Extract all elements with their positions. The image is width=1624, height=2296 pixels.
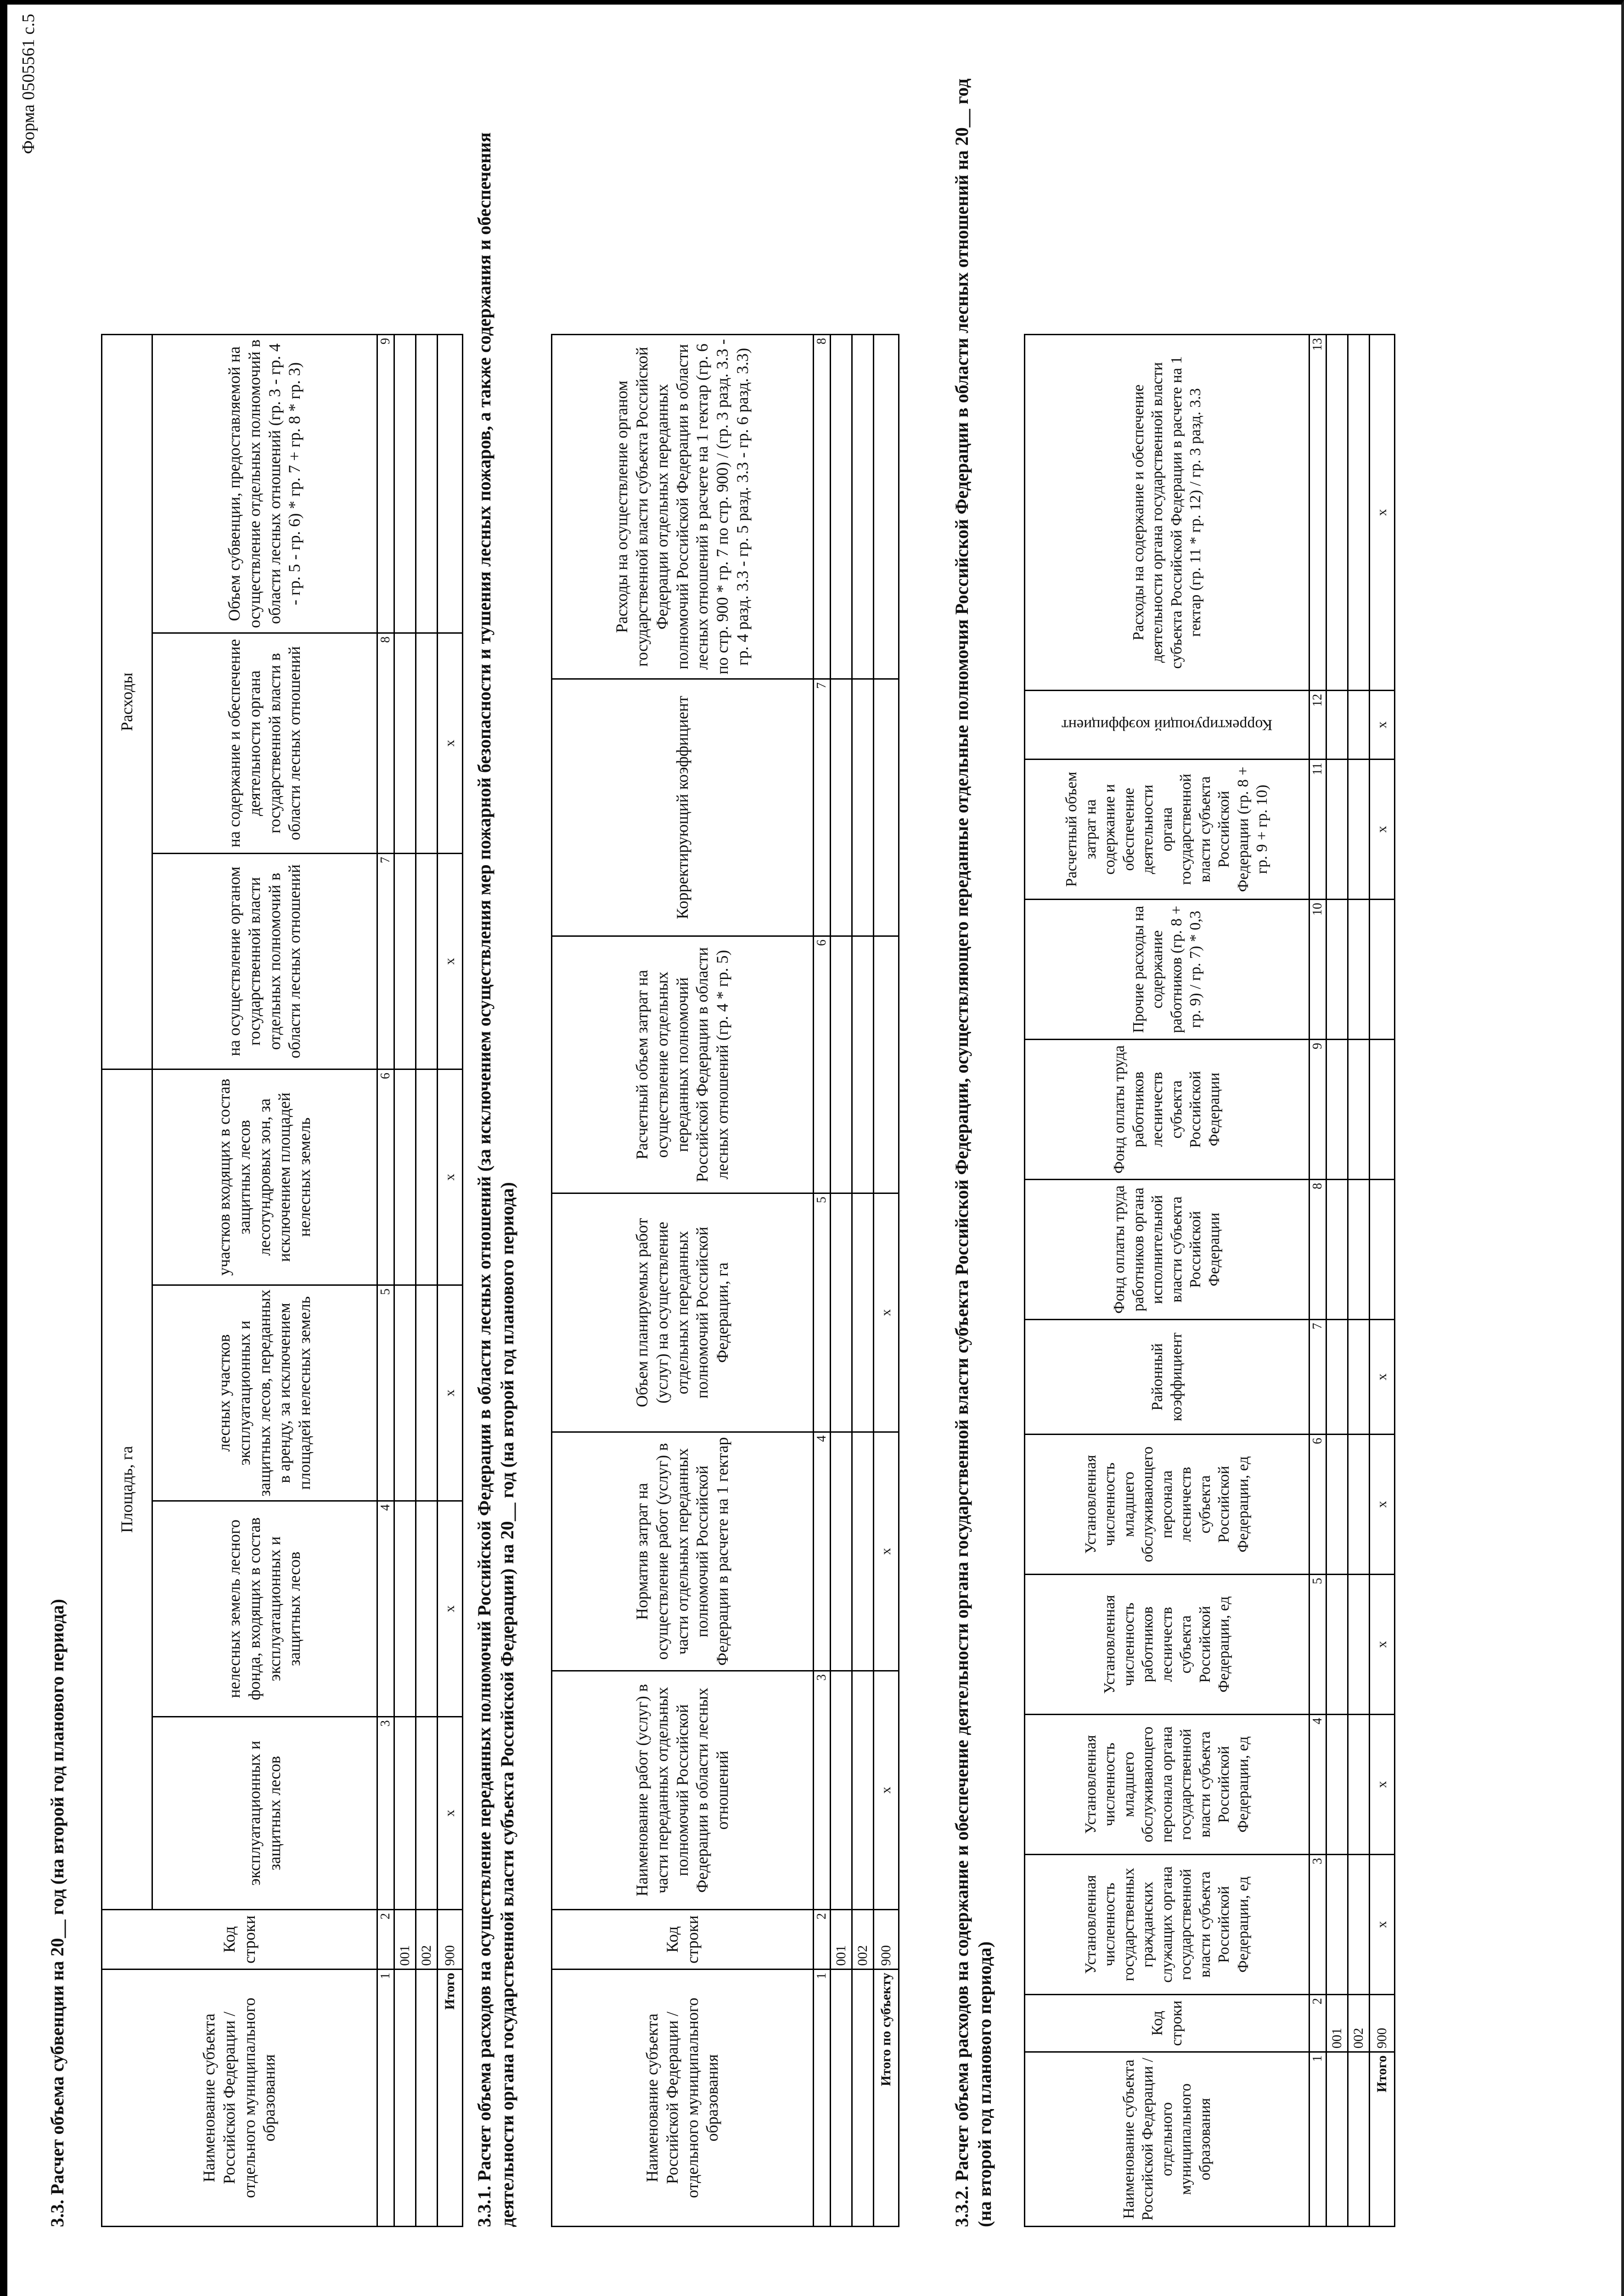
data-cell[interactable] — [416, 1069, 438, 1285]
data-cell[interactable] — [1348, 1040, 1370, 1180]
data-cell[interactable] — [416, 853, 438, 1069]
data-cell[interactable] — [831, 936, 852, 1193]
data-cell[interactable] — [852, 679, 874, 936]
x-mark: x — [1370, 335, 1395, 691]
col-number: 9 — [377, 334, 394, 633]
data-cell[interactable] — [1348, 1575, 1370, 1715]
data-cell[interactable] — [394, 1285, 416, 1501]
header-col7: Корректирующий коэффициент — [552, 679, 814, 936]
total-cell[interactable] — [874, 335, 899, 679]
data-cell[interactable] — [394, 334, 416, 633]
header-col7: Районный коэффициент — [1025, 1320, 1309, 1435]
data-cell[interactable] — [1348, 335, 1370, 691]
data-cell[interactable] — [1348, 1320, 1370, 1435]
header-expenses: Расходы — [102, 334, 152, 1069]
header-name: Наименование субъекта Российской Федерации / отдельного муниципального образования — [552, 1970, 814, 2227]
data-cell[interactable] — [1326, 1180, 1348, 1320]
subject-name-cell[interactable] — [852, 1970, 874, 2227]
subject-name-cell[interactable] — [1348, 2052, 1370, 2227]
x-mark: x — [1370, 691, 1395, 760]
data-cell[interactable] — [831, 1193, 852, 1432]
data-cell[interactable] — [831, 1432, 852, 1671]
subject-name-cell[interactable] — [1326, 2052, 1348, 2227]
data-cell[interactable] — [1326, 1040, 1348, 1180]
subject-name-cell[interactable] — [394, 1970, 416, 2227]
subject-name-cell[interactable] — [416, 1970, 438, 2227]
data-cell[interactable] — [394, 1069, 416, 1285]
x-mark: x — [1370, 1855, 1395, 1995]
total-cell[interactable] — [1370, 1040, 1395, 1180]
header-col9: Фонд оплаты труда работников лесничеств субъекта Российской Федерации — [1025, 1040, 1309, 1180]
total-label: Итого по субъекту — [874, 1970, 899, 2227]
table-row — [1348, 335, 1370, 2227]
data-cell[interactable] — [1326, 1435, 1348, 1575]
header-col7: на осуществление органом государственной власти отдельных полномочий в области лесных отношений — [152, 853, 377, 1069]
total-cell[interactable] — [874, 679, 899, 936]
data-cell[interactable] — [852, 1432, 874, 1671]
data-cell[interactable] — [394, 1501, 416, 1717]
header-col6: Расчетный объем затрат на осуществление отдельных переданных полномочий Российской Федерации в области лесных отношений (гр. 4 * гр. 5) — [552, 936, 814, 1193]
header-code: Код строки — [1025, 1995, 1309, 2052]
data-cell[interactable] — [416, 1717, 438, 1910]
subject-name-cell[interactable] — [831, 1970, 852, 2227]
header-col4: Установленная численность младшего обслуживающего персонала органа государственной власти субъекта Российской Федерации, ед — [1025, 1715, 1309, 1855]
data-cell[interactable] — [1326, 900, 1348, 1040]
table-row — [1326, 335, 1348, 2227]
data-cell[interactable] — [1326, 1855, 1348, 1995]
table-3-3 — [101, 334, 463, 2227]
x-mark: x — [438, 1501, 463, 1717]
col-number: 2 — [1309, 1995, 1326, 2052]
total-cell[interactable] — [1370, 1180, 1395, 1320]
col-number: 7 — [377, 853, 394, 1069]
section-3-3-title: 3.3. Расчет объема субвенции на 20__ год (на второй год планового периода) — [47, 1598, 67, 2227]
header-col10: Прочие расходы на содержание работников (гр. 8 + гр. 9) / гр. 7) * 0,3 — [1025, 900, 1309, 1040]
table-row — [831, 335, 852, 2227]
total-row — [438, 334, 463, 2226]
data-cell[interactable] — [1348, 760, 1370, 900]
column-number-row — [377, 334, 394, 2226]
x-mark: x — [1370, 1320, 1395, 1435]
x-mark: x — [438, 1069, 463, 1285]
col-number: 1 — [377, 1970, 394, 2227]
header-col8: Расходы на осуществление органом государственной власти субъекта Российской Федерации отдельных переданных полномочий Российской Федерации в области лесных отношений в расчете на 1 гектар (гр. 6 по стр. 900 * гр. 7 по стр. 900) / (гр. 3 разд. 3.3 - гр. 4 разд. 3.3 - гр. 5 разд. 3.3 - гр. 6 разд. 3.3) — [552, 335, 814, 679]
col-number: 9 — [1309, 1040, 1326, 1180]
col-number: 6 — [377, 1069, 394, 1285]
row-code: 002 — [1348, 1995, 1370, 2052]
total-row — [874, 335, 899, 2227]
data-cell[interactable] — [1348, 1715, 1370, 1855]
row-code: 900 — [438, 1910, 463, 1970]
data-cell[interactable] — [1326, 691, 1348, 760]
x-mark: x — [1370, 1575, 1395, 1715]
col-number: 6 — [1309, 1435, 1326, 1575]
data-cell[interactable] — [1326, 335, 1348, 691]
col-number: 3 — [814, 1671, 831, 1910]
x-mark: x — [438, 853, 463, 1069]
col-number: 4 — [377, 1501, 394, 1717]
header-code: Код строки — [552, 1910, 814, 1970]
header-col12-text: Корректирующий коэффициент — [1061, 716, 1273, 734]
col-number: 2 — [814, 1910, 831, 1970]
col-number: 1 — [814, 1970, 831, 2227]
x-mark: x — [874, 1193, 899, 1432]
row-code: 002 — [852, 1910, 874, 1970]
col-number: 4 — [1309, 1715, 1326, 1855]
header-col8: на содержание и обеспечение деятельности органа государственной власти в области лесных отношений — [152, 633, 377, 853]
header-col11: Расчетный объем затрат на содержание и обеспечение деятельности органа государственной власти субъекта Российской Федерации (гр. 8 + гр. 9 + гр. 10) — [1025, 760, 1309, 900]
data-cell[interactable] — [1348, 1435, 1370, 1575]
header-col6: Установленная численность младшего обслуживающего персонала лесничеств субъекта Российской Федерации, ед — [1025, 1435, 1309, 1575]
data-cell[interactable] — [831, 679, 852, 936]
data-cell[interactable] — [1326, 1715, 1348, 1855]
col-number: 5 — [377, 1285, 394, 1501]
header-col5: лесных участков эксплуатационных и защитных лесов, переданных в аренду, за исключением площадей нелесных земель — [152, 1285, 377, 1501]
row-code: 001 — [394, 1910, 416, 1970]
data-cell[interactable] — [394, 633, 416, 853]
col-number: 10 — [1309, 900, 1326, 1040]
data-cell[interactable] — [416, 1501, 438, 1717]
col-number: 2 — [377, 1910, 394, 1970]
col-number: 7 — [1309, 1320, 1326, 1435]
col-number: 7 — [814, 679, 831, 936]
header-col12 — [1025, 691, 1309, 760]
data-cell[interactable] — [1348, 1180, 1370, 1320]
header-col3: Наименование работ (услуг) в части переданных отдельных полномочий Российской Федерации в области лесных отношений — [552, 1671, 814, 1910]
col-number: 8 — [814, 335, 831, 679]
header-col3: эксплуатационных и защитных лесов — [152, 1717, 377, 1910]
header-col6: участков входящих в состав защитных лесов лесотундровых зон, за исключением площадей нелесных земель — [152, 1069, 377, 1285]
column-number-row — [1309, 335, 1326, 2227]
header-col3: Установленная численность государственных гражданских служащих органа государственной власти субъекта Российской Федерации, ед — [1025, 1855, 1309, 1995]
data-cell[interactable] — [1326, 760, 1348, 900]
header-col8: Фонд оплаты труда работников органа исполнительной власти субъекта Российской Федерации — [1025, 1180, 1309, 1320]
col-number: 13 — [1309, 335, 1326, 691]
header-col5: Установленная численность работников лесничеств субъекта Российской Федерации, ед — [1025, 1575, 1309, 1715]
col-number: 11 — [1309, 760, 1326, 900]
header-name: Наименование субъекта Российской Федерации / отдельного муниципального образования — [1025, 2052, 1309, 2227]
col-number: 5 — [814, 1193, 831, 1432]
data-cell[interactable] — [1348, 900, 1370, 1040]
data-cell[interactable] — [416, 633, 438, 853]
rotated-form-page — [19, 0, 1607, 2227]
col-number: 12 — [1309, 691, 1326, 760]
data-cell[interactable] — [416, 334, 438, 633]
table-3-3-2 — [1024, 334, 1395, 2227]
row-code: 001 — [1326, 1995, 1348, 2052]
row-code: 900 — [1370, 1995, 1395, 2052]
data-cell[interactable] — [1326, 1320, 1348, 1435]
header-col5: Объем планируемых работ (услуг) на осуществление отдельных переданных полномочий Российской Федерации, га — [552, 1193, 814, 1432]
data-cell[interactable] — [852, 1193, 874, 1432]
x-mark: x — [438, 1717, 463, 1910]
data-cell[interactable] — [394, 853, 416, 1069]
x-mark: x — [438, 1285, 463, 1501]
total-cell[interactable] — [874, 936, 899, 1193]
col-number: 3 — [377, 1717, 394, 1910]
col-number: 1 — [1309, 2052, 1326, 2227]
table-row — [416, 334, 438, 2226]
col-number: 8 — [377, 633, 394, 853]
section-3-3-2-title: 3.3.2. Расчет объема расходов на содержание и обеспечение деятельности органа государственной власти субъекта Российской Федерации, осуществляющего переданные отдельные полномочия Российской Федерации в области лесных отношений на 20__ год (на второй год планового периода) — [951, 78, 995, 2227]
section-3-3-1-title: 3.3.1. Расчет объема расходов на осуществление переданных полномочий Российской Федерации в области лесных отношений (за исключением осуществления мер пожарной безопасности и тушения лесных пожаров, а также содержания и обеспечения деятельности органа государственной власти субъекта Российской Федерации) на 20__ год (на второй год планового периода) — [474, 132, 517, 2227]
header-code: Код строки — [102, 1910, 377, 1970]
total-label: Итого — [438, 1970, 463, 2227]
header-name: Наименование субъекта Российской Федерации / отдельного муниципального образования — [102, 1970, 377, 2227]
x-mark: x — [874, 1432, 899, 1671]
col-number: 5 — [1309, 1575, 1326, 1715]
x-mark: x — [874, 1671, 899, 1910]
x-mark: x — [1370, 1435, 1395, 1575]
data-cell[interactable] — [831, 1671, 852, 1910]
col-number: 4 — [814, 1432, 831, 1671]
column-number-row — [814, 335, 831, 2227]
header-col4: нелесных земель лесного фонда, входящих в состав эксплуатационных и защитных лесов — [152, 1501, 377, 1717]
data-cell[interactable] — [416, 1285, 438, 1501]
col-number: 3 — [1309, 1855, 1326, 1995]
header-area: Площадь, га — [102, 1069, 152, 1909]
data-cell[interactable] — [1348, 691, 1370, 760]
total-row — [1370, 335, 1395, 2227]
data-cell[interactable] — [852, 1671, 874, 1910]
header-col13: Расходы на содержание и обеспечение деятельности органа государственной власти субъекта Российской Федерации в расчете на 1 гектар (гр. 11 * гр. 12) / гр. 3 разд. 3.3 — [1025, 335, 1309, 691]
row-code: 002 — [416, 1910, 438, 1970]
data-cell[interactable] — [1348, 1855, 1370, 1995]
header-col4: Норматив затрат на осуществление работ (услуг) в части отдельных переданных полномочий Российской Федерации в расчете на 1 гектар — [552, 1432, 814, 1671]
table-row — [394, 334, 416, 2226]
total-cell[interactable] — [1370, 900, 1395, 1040]
x-mark: x — [1370, 760, 1395, 900]
header-col9: Объем субвенции, предоставляемой на осуществление отдельных полномочий в области лесных отношений (гр. 3 - гр. 4 - гр. 5 - гр. 6) * гр. 7 + гр. 8 * гр. 3) — [152, 334, 377, 633]
data-cell[interactable] — [394, 1717, 416, 1910]
table-3-3-1 — [551, 334, 899, 2227]
table-row — [852, 335, 874, 2227]
col-number: 6 — [814, 936, 831, 1193]
row-code: 900 — [874, 1910, 899, 1970]
x-mark: x — [438, 633, 463, 853]
data-cell[interactable] — [831, 335, 852, 679]
x-mark: x — [1370, 1715, 1395, 1855]
col-number: 8 — [1309, 1180, 1326, 1320]
data-cell[interactable] — [1326, 1575, 1348, 1715]
data-cell[interactable] — [852, 936, 874, 1193]
row-code: 001 — [831, 1910, 852, 1970]
total-label: Итого — [1370, 2052, 1395, 2227]
total-cell[interactable] — [438, 334, 463, 633]
form-number: Форма 0505561 с.5 — [19, 14, 38, 154]
data-cell[interactable] — [852, 335, 874, 679]
